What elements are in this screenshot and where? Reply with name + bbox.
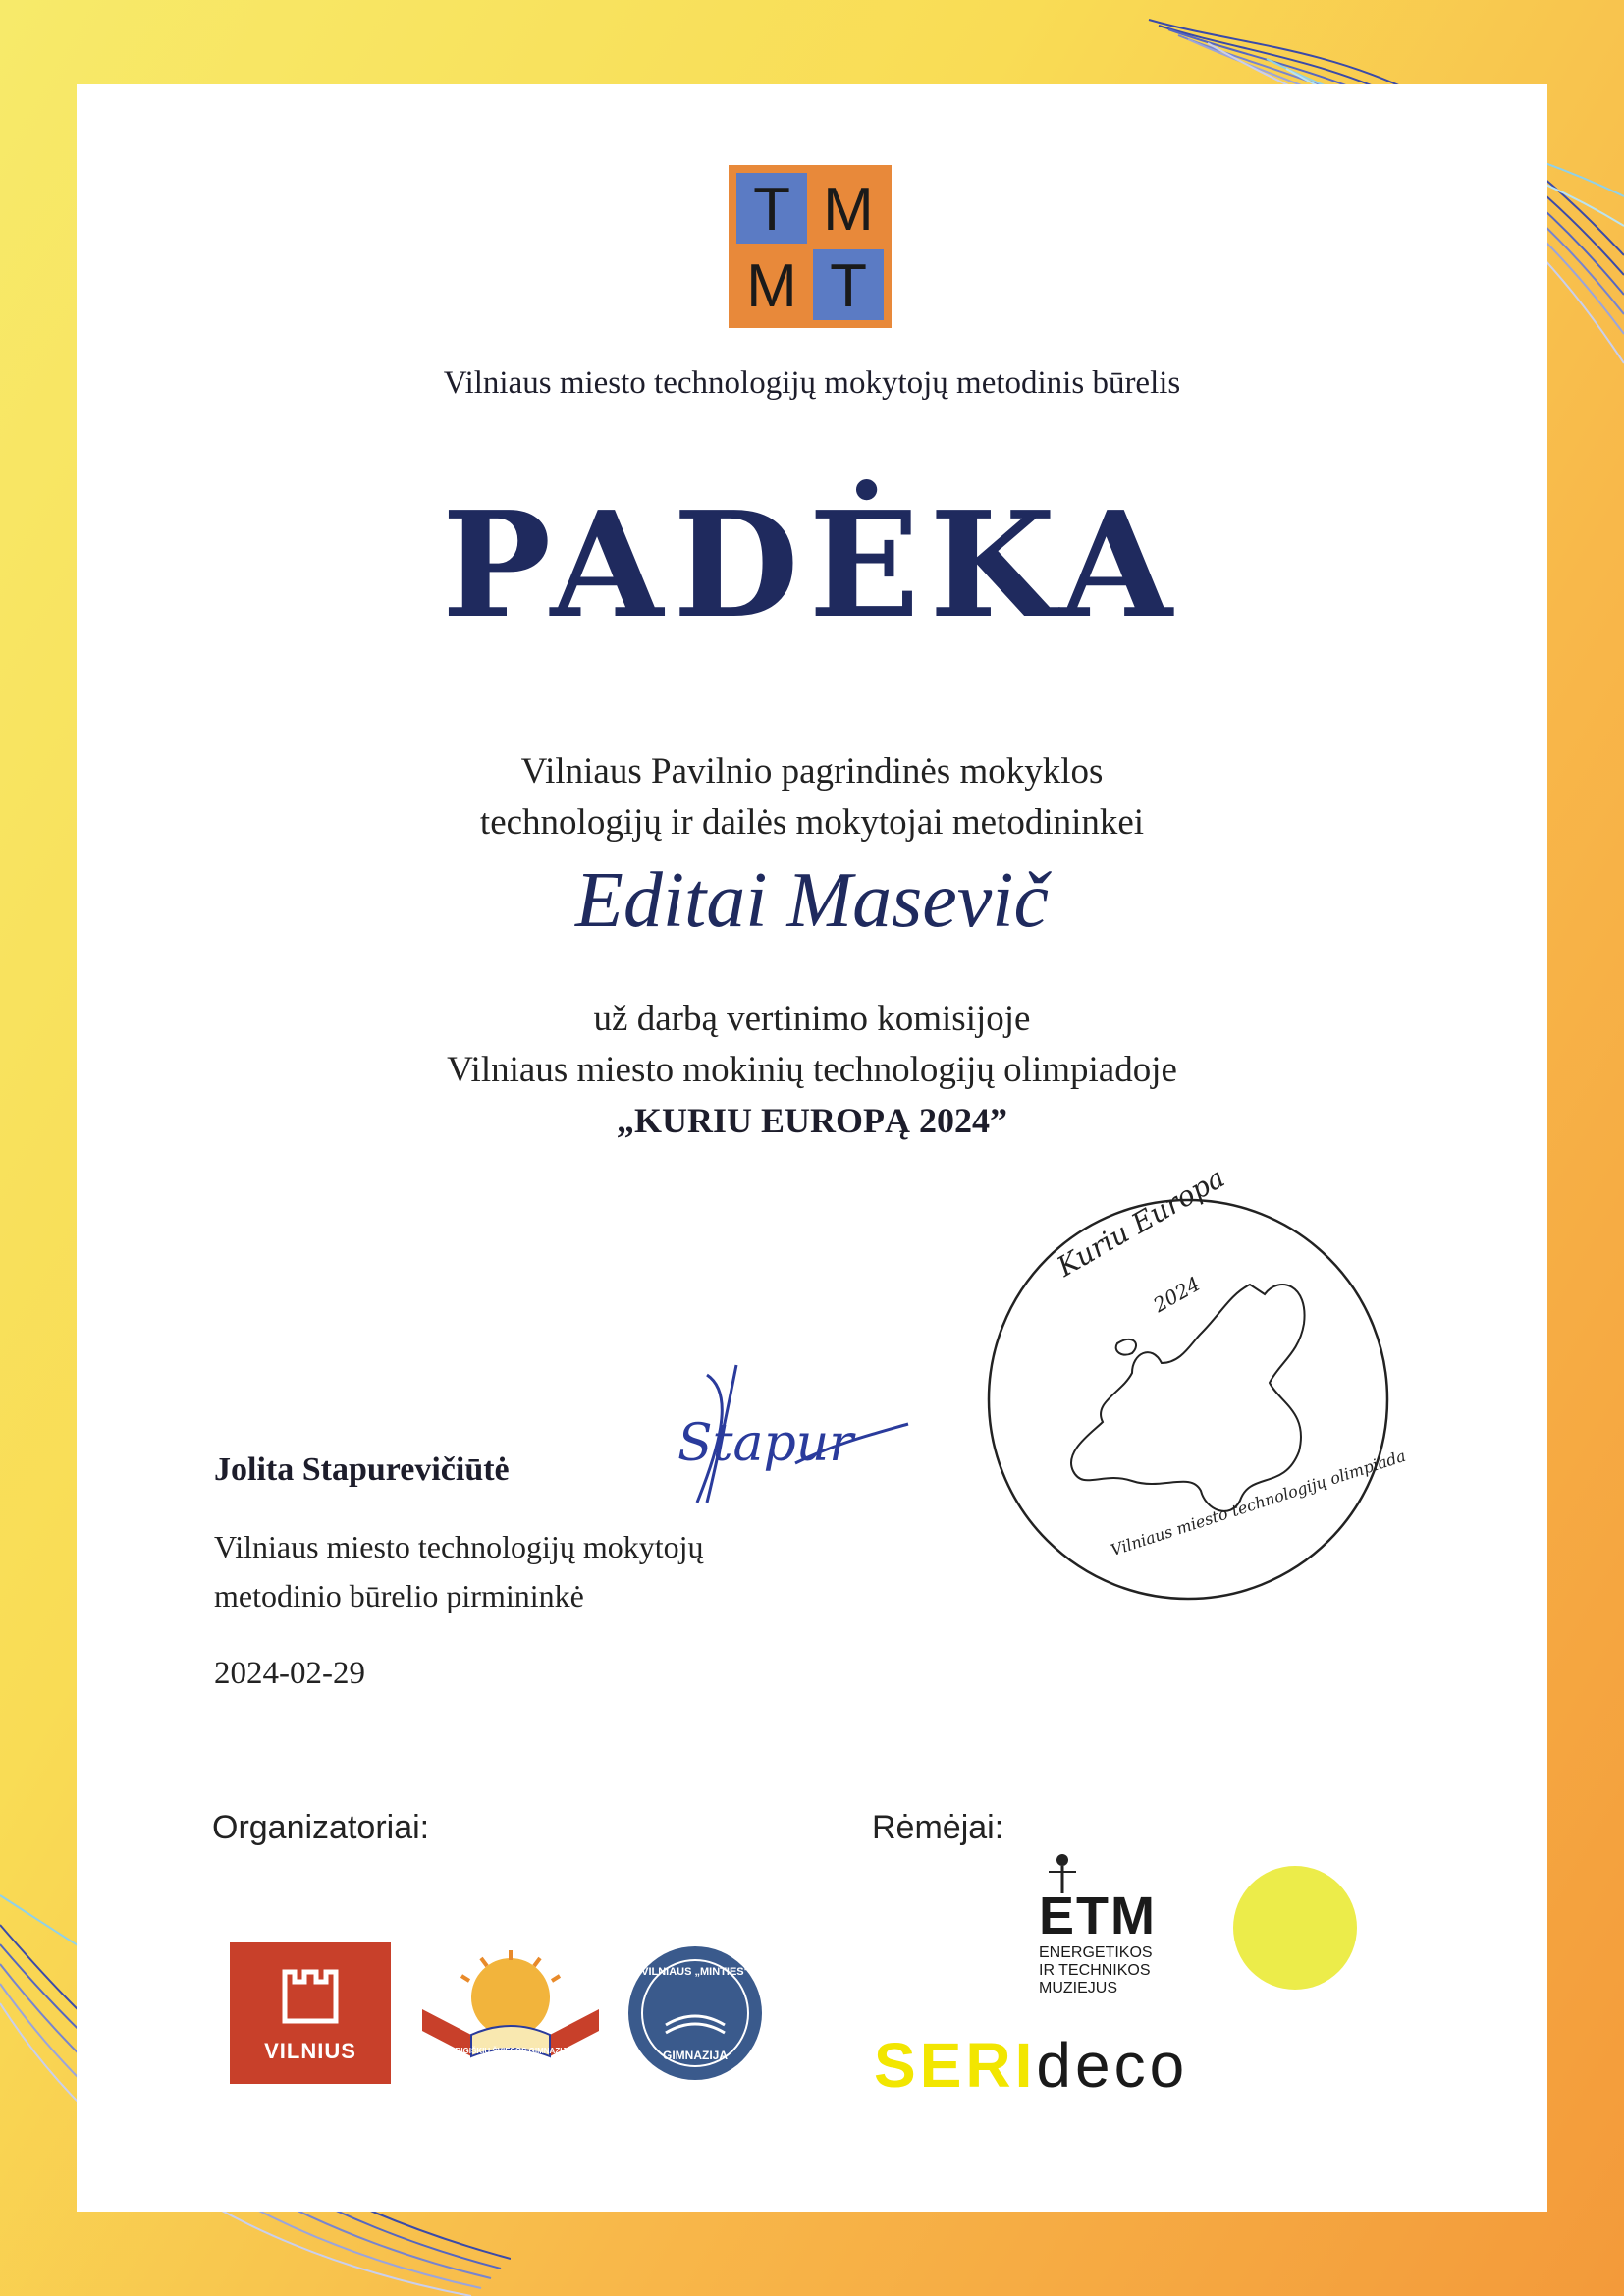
vilnius-logo-text: VILNIUS [264,2039,356,2063]
stamp-bottom-text: Vilniaus miesto technologijų olimpiada [1109,1446,1408,1560]
minties-gimnazija-logo [626,1944,764,2082]
signature [677,1355,913,1512]
vilnius-logo [230,1942,391,2084]
signatory-name: Jolita Stapurevičiūtė [214,1451,510,1488]
tmmt-logo [729,165,892,328]
recipient-line-2: technologijų ir dailės mokytojai metodininkei [479,802,1145,843]
logo-letter: T [753,176,790,244]
logo-letter: T [830,252,867,320]
recipient-name: Editai Masevič [574,857,1050,944]
olympiad-stamp [985,1161,1408,1603]
etm-line-3: MUZIEJUS [1039,1980,1117,1996]
stamp-top-text: Kuriu Europa [1052,1161,1230,1284]
etm-logo [1039,1846,1176,1996]
logo-letter: M [823,176,874,244]
organization-name: Vilniaus miesto technologijų mokytojų metodinis būrelis [443,365,1181,401]
logo-letter: M [746,252,797,320]
signature-text: Stapur [677,1414,854,1473]
sviesos-gimnazija-text: GRIGIŠKIŲ ŠVIESOS GIMNAZIJA [449,2047,572,2055]
sviesos-gimnazija-logo [412,1946,609,2080]
seri-logo-part: SERI [874,2030,1037,2101]
signatory-role-line-1: Vilniaus miesto technologijų mokytojų [214,1529,704,1564]
reason-line-2: Vilniaus miesto mokinių technologijų olimpiadoje [447,1050,1177,1090]
recipient-line-1: Vilniaus Pavilnio pagrindinės mokyklos [520,751,1104,792]
etm-mark: ETM [1039,1886,1157,1945]
sponsor-yellow-circle [1233,1866,1357,1990]
minties-gimnazija-top-text: VILNIAUS „MINTIES" [641,1966,749,1978]
signatory-role-line-2: metodinio būrelio pirmininkė [214,1578,584,1613]
sponsors-label: Rėmėjai: [872,1809,1004,1846]
etm-line-1: ENERGETIKOS [1039,1944,1153,1961]
organizers-label: Organizatoriai: [212,1809,430,1846]
etm-line-2: IR TECHNIKOS [1039,1962,1151,1979]
deco-logo-part: deco [1036,2030,1189,2101]
seri-deco-logo [874,2029,1345,2101]
reason-line-1: už darbą vertinimo komisijoje [593,999,1031,1039]
certificate-title: PADĖKA [442,479,1182,650]
event-name: „KURIU EUROPĄ 2024” [616,1101,1007,1140]
minties-gimnazija-bottom-text: GIMNAZIJA [663,2049,728,2062]
stamp-year: 2024 [1149,1271,1205,1318]
issue-date: 2024-02-29 [214,1656,365,1691]
